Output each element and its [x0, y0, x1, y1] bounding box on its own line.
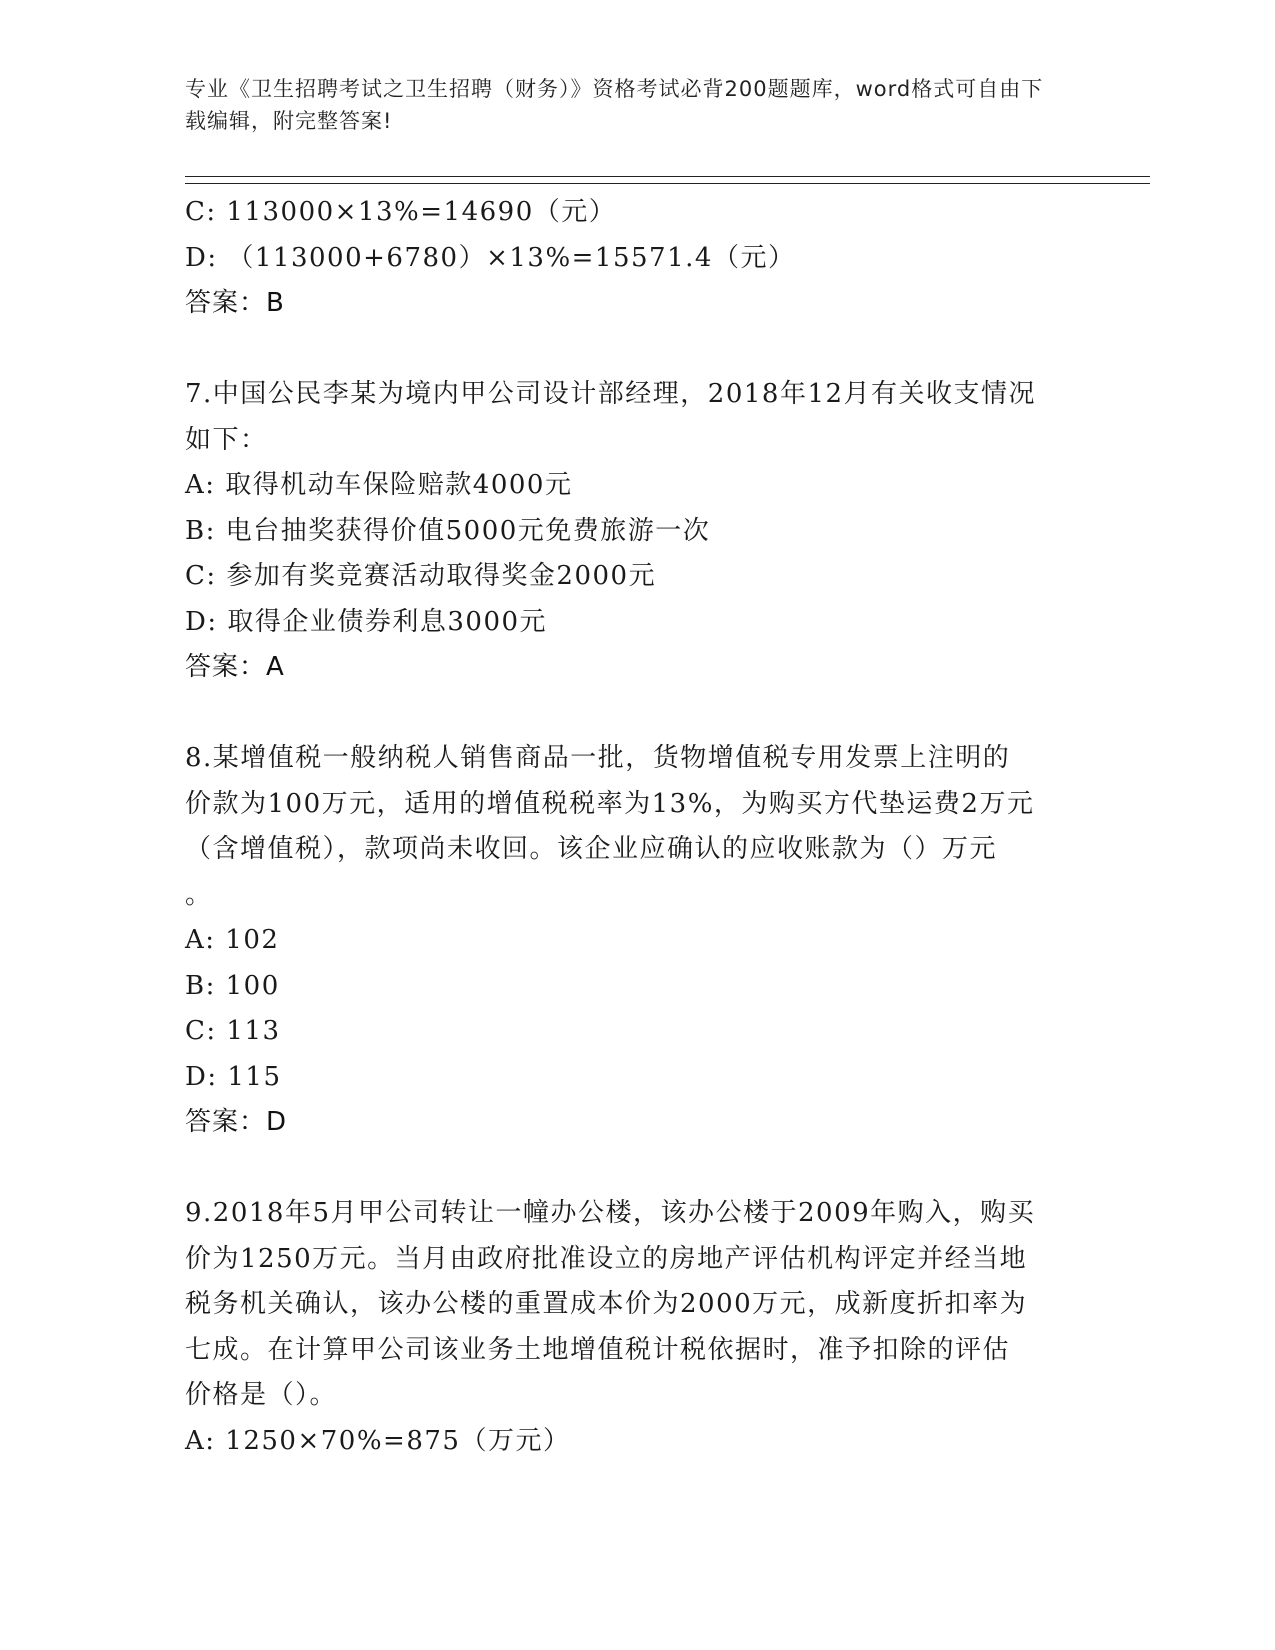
question-text-line: 税务机关确认，该办公楼的重置成本价为2000万元，成新度折扣率为 — [185, 1289, 1028, 1319]
question-text-line: 价为1250万元。当月由政府批准设立的房地产评估机构评定并经当地 — [185, 1243, 1028, 1274]
question-text-line: 7.中国公民李某为境内甲公司设计部经理，2018年12月有关收支情况 — [185, 379, 1037, 409]
question-text-line: （含增值税），款项尚未收回。该企业应确认的应收账款为（）万元 — [185, 834, 998, 864]
question-8 — [185, 736, 1085, 1146]
option-b: B: 100 — [185, 970, 280, 1001]
question-6-tail — [185, 190, 1085, 327]
answer-line: 答案：B — [185, 288, 285, 318]
document-body — [185, 190, 1085, 1464]
question-9 — [185, 1191, 1085, 1464]
question-text-line: 9.2018年5月甲公司转让一幢办公楼，该办公楼于2009年购入，购买 — [185, 1198, 1036, 1228]
answer-line: 答案：A — [185, 652, 285, 682]
question-text-line: 价格是（）。 — [185, 1380, 338, 1410]
option-c: C: 113 — [185, 1016, 281, 1046]
option-a: A: 1250×70%=875（万元） — [185, 1425, 571, 1456]
spacer — [185, 1146, 1085, 1192]
answer-line: 答案：D — [185, 1107, 288, 1137]
spacer — [185, 327, 1085, 373]
option-c: C: 参加有奖竞赛活动取得奖金2000元 — [185, 561, 657, 591]
question-text-line: 如下： — [185, 424, 268, 455]
option-a: A: 102 — [185, 925, 280, 955]
option-c: C: 113000×13%=14690（元） — [185, 197, 617, 227]
spacer — [185, 691, 1085, 737]
question-text-line: 价款为100万元，适用的增值税税率为13%，为购买方代垫运费2万元 — [185, 788, 1035, 819]
option-d: D: 115 — [185, 1061, 282, 1092]
option-d: D: （113000+6780）×13%=15571.4（元） — [185, 242, 796, 273]
question-text-line: 8.某增值税一般纳税人销售商品一批，货物增值税专用发票上注明的 — [185, 743, 1011, 773]
option-d: D: 取得企业债券利息3000元 — [185, 606, 548, 637]
header-divider — [185, 176, 1150, 184]
document-header: 专业《卫生招聘考试之卫生招聘（财务）》资格考试必背200题题库，word格式可自由下载编辑，附完整答案! — [185, 77, 1044, 133]
question-text-line: 七成。在计算甲公司该业务土地增值税计税依据时，准予扣除的评估 — [185, 1334, 1011, 1365]
option-a: A: 取得机动车保险赔款4000元 — [185, 470, 573, 500]
option-b: B: 电台抽奖获得价值5000元免费旅游一次 — [185, 515, 711, 546]
question-7 — [185, 372, 1085, 691]
question-text-line: 。 — [185, 879, 213, 910]
